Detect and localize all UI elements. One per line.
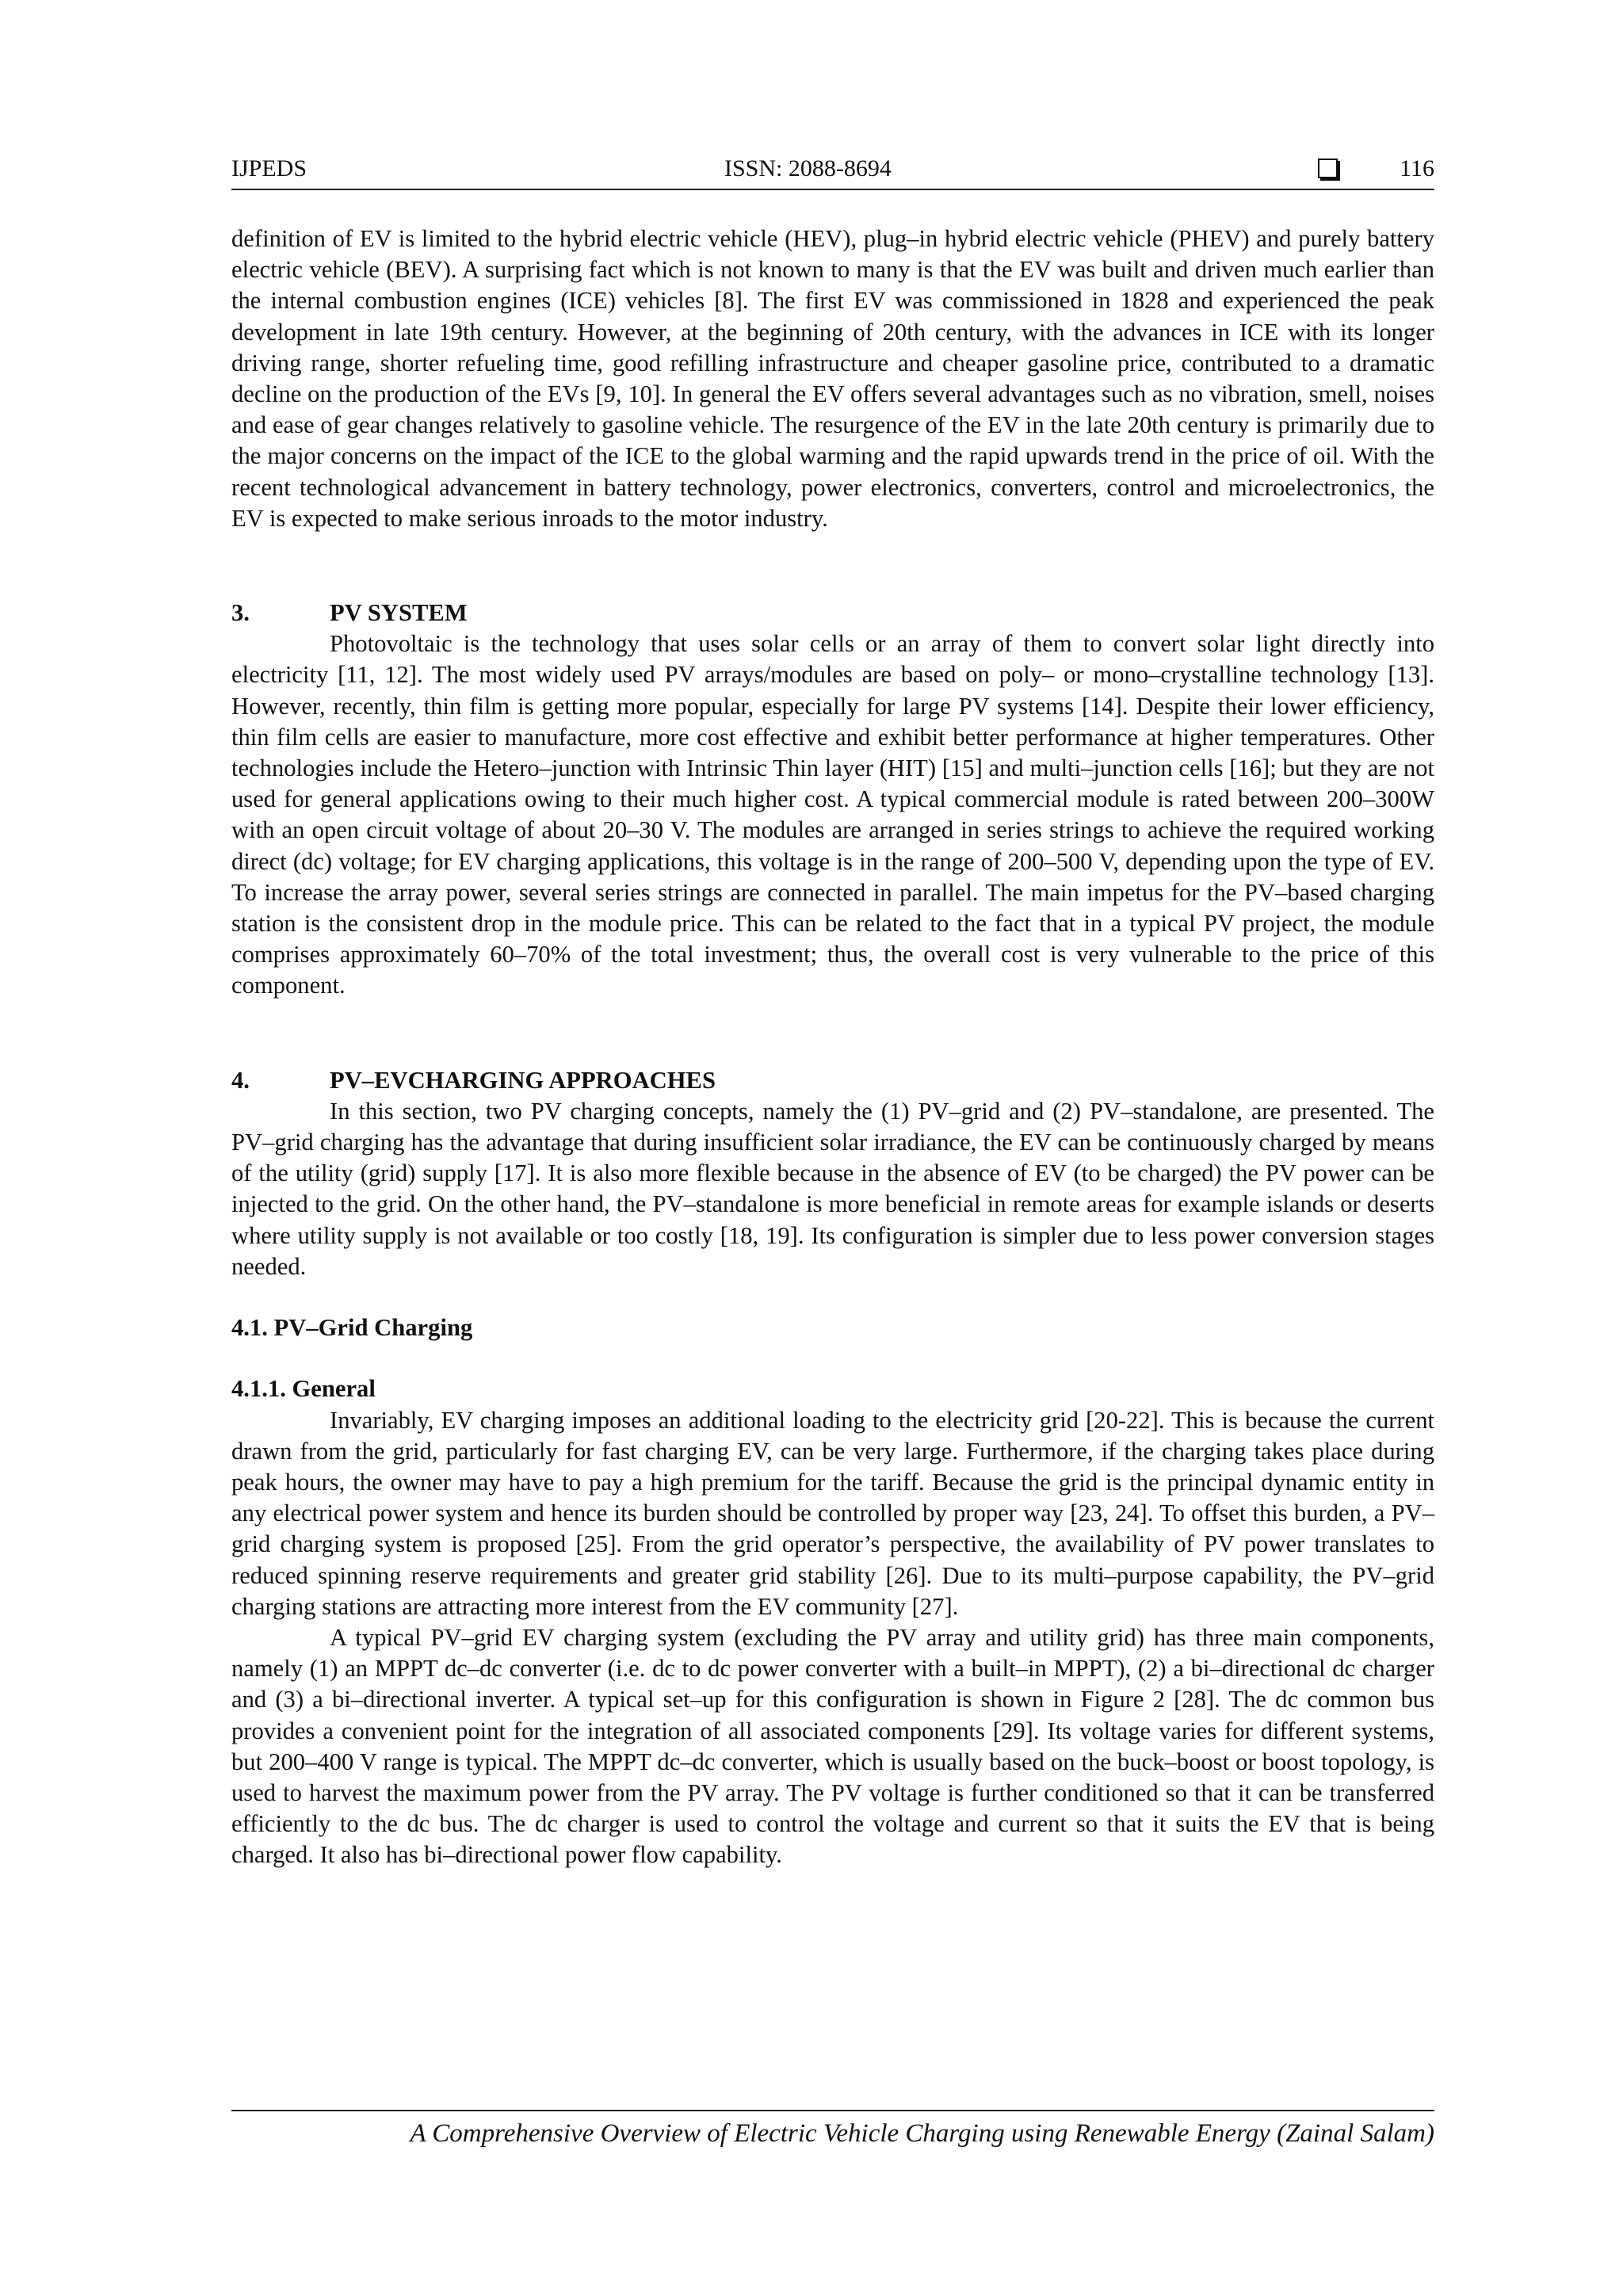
page-number: 116: [1400, 155, 1434, 181]
journal-name: IJPEDS: [231, 155, 307, 181]
page-body: [231, 223, 1434, 1871]
section-3-number: 3.: [231, 599, 250, 627]
section-3-title: PV SYSTEM: [330, 599, 468, 627]
section-4-number: 4.: [231, 1066, 250, 1094]
section-4-1-1-heading: 4.1.1. General: [231, 1375, 376, 1403]
intro-paragraph: definition of EV is limited to the hybrid electric vehicle (HEV), plug–in hybrid electric vehicle (PHEV) and purely battery electric vehicle (BEV). A surprising fact which is not known to many is that the EV was built and driven much earlier than the internal combustion engines (ICE) vehicles [8]. The first EV was commissioned in 1828 and experienced the peak development in late 19th century. However, at the beginning of 20th century, with the advances in ICE with its longer driving range, shorter refueling time, good refilling infrastructure and cheaper gasoline price, contributed to a dramatic decline on the production of the EVs [9, 10]. In general the EV offers several advantages such as no vibration, smell, noises and ease of gear changes relatively to gasoline vehicle. The resurgence of the EV in the late 20th century is primarily due to the major concerns on the impact of the ICE to the global warming and the rapid upwards trend in the price of oil. With the recent technological advancement in battery technology, power electronics, converters, control and microelectronics, the EV is expected to make serious inroads to the motor industry.: [231, 225, 1434, 532]
page-footer: [231, 2110, 1434, 2149]
page-header: [231, 152, 1434, 190]
section-3-heading: [231, 598, 1434, 628]
section-3-paragraph: Photovoltaic is the technology that uses solar cells or an array of them to convert solar light directly into electricity [11, 12]. The most widely used PV arrays/modules are based on poly– or mono–crystalline technology [13]. However, recently, thin film is getting more popular, especially for large PV systems [14]. Despite their lower efficiency, thin film cells are easier to manufacture, more cost effective and exhibit better performance at higher temperatures. Other technologies include the Hetero–junction with Intrinsic Thin layer (HIT) [15] and multi–junction cells [16]; but they are not used for general applications owing to their much higher cost. A typical commercial module is rated between 200–300W with an open circuit voltage of about 20–30 V. The modules are arranged in series strings to achieve the required working direct (dc) voltage; for EV charging applications, this voltage is in the range of 200–500 V, depending upon the type of EV. To increase the array power, several series strings are connected in parallel. The main impetus for the PV–based charging station is the consistent drop in the module price. This can be related to the fact that in a typical PV project, the module comprises approximately 60–70% of the total investment; thus, the overall cost is very vulnerable to the price of this component.: [231, 630, 1434, 999]
running-title: A Comprehensive Overview of Electric Vehicle Charging using Renewable Energy (Zainal Salam): [410, 2119, 1434, 2148]
section-4-1-1-paragraph-1: Invariably, EV charging imposes an additional loading to the electricity grid [20-22]. This is because the current drawn from the grid, particularly for fast charging EV, can be very large. Furthermore, if the charging takes place during peak hours, the owner may have to pay a high premium for the tariff. Because the grid is the principal dynamic entity in any electrical power system and hence its burden should be controlled by proper way [23, 24]. To offset this burden, a PV–grid charging system is proposed [25]. From the grid operator’s perspective, the availability of PV power translates to reduced spinning reserve requirements and greater grid stability [26]. Due to its multi–purpose capability, the PV–grid charging stations are attracting more interest from the EV community [27].: [231, 1406, 1434, 1620]
section-4-1-heading: 4.1. PV–Grid Charging: [231, 1314, 473, 1342]
section-4-paragraph: In this section, two PV charging concepts, namely the (1) PV–grid and (2) PV–standalone, are presented. The PV–grid charging has the advantage that during insufficient solar irradiance, the EV can be continuously charged by means of the utility (grid) supply [17]. It is also more flexible because in the absence of EV (to be charged) the PV power can be injected to the grid. On the other hand, the PV–standalone is more beneficial in remote areas for example islands or deserts where utility supply is not available or too costly [18, 19]. Its configuration is simpler due to less power conversion stages needed.: [231, 1097, 1434, 1280]
section-4-1-1-paragraph-2: A typical PV–grid EV charging system (excluding the PV array and utility grid) has three main components, namely (1) an MPPT dc–dc converter (i.e. dc to dc power converter with a built–in MPPT), (2) a bi–directional dc charger and (3) a bi–directional inverter. A typical set–up for this configuration is shown in Figure 2 [28]. The dc common bus provides a convenient point for the integration of all associated components [29]. Its voltage varies for different systems, but 200–400 V range is typical. The MPPT dc–dc converter, which is usually based on the buck–boost or boost topology, is used to harvest the maximum power from the PV array. The PV voltage is further conditioned so that it can be transferred efficiently to the dc bus. The dc charger is used to control the voltage and current so that it suits the EV that is being charged. It also has bi–directional power flow capability.: [231, 1623, 1434, 1869]
section-4-heading: [231, 1065, 1434, 1096]
square-bullet-icon: [1318, 159, 1338, 178]
section-4-title: PV–EVCHARGING APPROACHES: [330, 1066, 716, 1094]
issn-label: ISSN: 2088-8694: [724, 155, 892, 181]
